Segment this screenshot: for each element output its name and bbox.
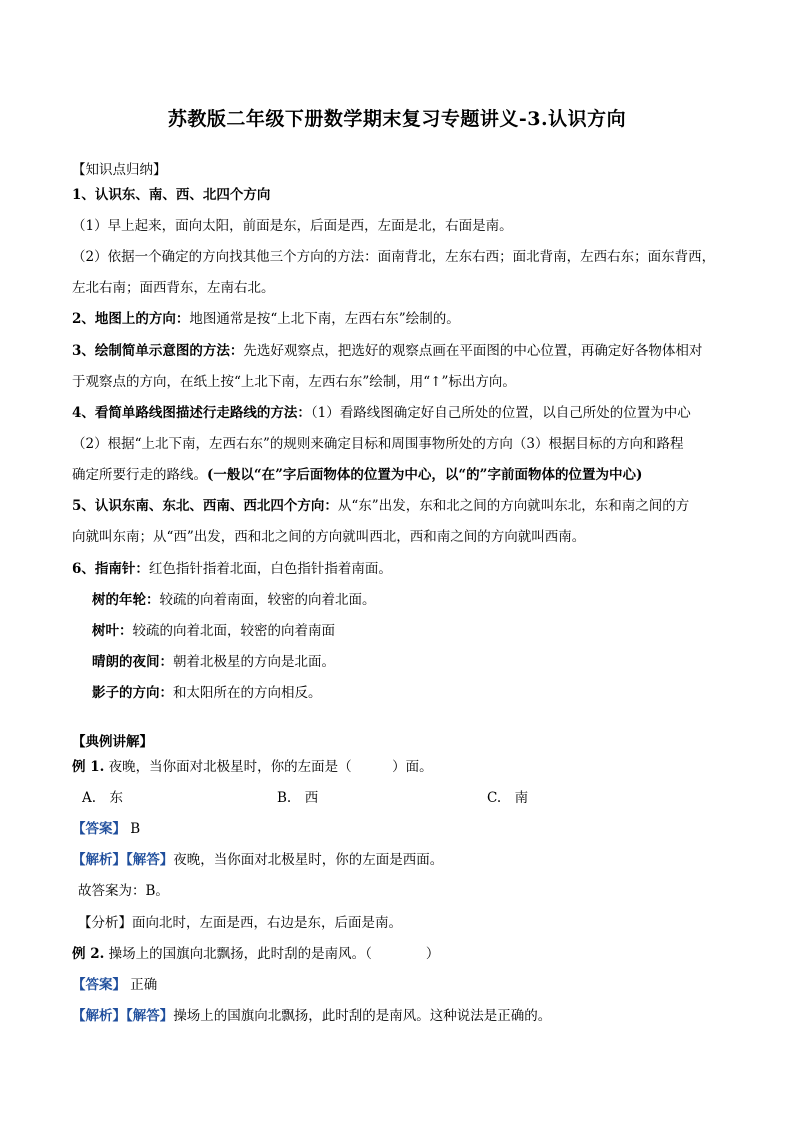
point-1-heading: 1、认识东、南、西、北四个方向 <box>72 187 271 203</box>
page-title: 苏教版二年级下册数学期末复习专题讲义-3.认识方向 <box>167 108 627 130</box>
example-2-analysis <box>72 1006 732 1026</box>
knowledge-heading: 【知识点归纳】 <box>72 162 167 178</box>
point-2-heading: 2、地图上的方向： <box>72 311 190 327</box>
point-5-text1: 从“东”出发，东和北之间的方向就叫东北，东和南之间的方 <box>337 498 690 514</box>
examples-heading: 【典例讲解】 <box>72 734 153 750</box>
example-1-note: 【分析】面向北时，左面是西，右边是东，后面是南。 <box>78 915 402 931</box>
example-1-label: 例 1. <box>72 759 105 775</box>
example-2-answer-value: 正确 <box>130 977 158 993</box>
point-4-heading: 4、看简单路线图描述行走路线的方法： <box>72 405 311 421</box>
example-1-option-c: C. 南 <box>487 790 529 806</box>
point-3-text1: 先选好观察点，把选好的观察点画在平面图的中心位置，再确定好各物体相对 <box>243 343 703 359</box>
point-5-line2: 向就叫东南；从“西”出发，西和北之间的方向就叫西北，西和南之间的方向就叫西南。 <box>72 529 586 545</box>
sub-point-1-text: 较疏的向着南面，较密的向着北面。 <box>159 592 376 608</box>
sub-point-leaves <box>92 621 752 641</box>
sub-point-night <box>92 652 752 672</box>
point-4-line3 <box>72 465 732 485</box>
sub-point-shadow <box>92 683 752 703</box>
example-1-answer-value: B <box>130 821 141 837</box>
point-5-line1 <box>72 496 732 516</box>
example-1-analysis <box>72 850 732 870</box>
answer-tag: 【答案】 <box>72 821 126 837</box>
example-1-answer <box>72 819 732 839</box>
point-5-heading: 5、认识东南、东北、西南、西北四个方向： <box>72 498 338 514</box>
point-4-text1: （1）看路线图确定好自己所处的位置，以自己所处的位置为中心 <box>310 405 691 421</box>
point-6-heading: 6、指南针： <box>72 561 149 577</box>
sub-point-4-text: 和太阳所在的方向相反。 <box>173 685 322 701</box>
example-1-text: 夜晚，当你面对北极星时，你的左面是（ ）面。 <box>108 759 433 775</box>
analysis-tag: 【解析】【解答】 <box>72 852 174 868</box>
example-2-analysis-text: 操场上的国旗向北飘扬，此时刮的是南风。这种说法是正确的。 <box>173 1008 552 1024</box>
sub-point-2-heading: 树叶： <box>92 623 133 639</box>
answer-tag: 【答案】 <box>72 977 126 993</box>
sub-point-4-heading: 影子的方向： <box>92 685 173 701</box>
point-4-line1 <box>72 403 732 423</box>
example-2-question <box>72 944 732 964</box>
point-1-b-line1: （2）依据一个确定的方向找其他三个方向的方法：面南背北，左东右西；面北背南，左西右东；面东背西， <box>72 249 716 265</box>
sub-point-3-heading: 晴朗的夜间： <box>92 654 173 670</box>
point-4-line2: （2）根据“上北下南，左西右东”的规则来确定目标和周围事物所处的方向（3）根据目标的方向和路程 <box>72 436 684 452</box>
analysis-tag: 【解析】【解答】 <box>72 1008 174 1024</box>
point-3-line1 <box>72 341 732 361</box>
example-1-option-b: B. 西 <box>277 790 319 806</box>
sub-point-tree-rings <box>92 590 752 610</box>
point-3-heading: 3、绘制简单示意图的方法： <box>72 343 244 359</box>
example-1-final: 故答案为：B。 <box>78 883 169 899</box>
example-1-question <box>72 757 732 777</box>
example-1-analysis-text: 夜晚，当你面对北极星时，你的左面是西面。 <box>173 852 444 868</box>
example-2-text: 操场上的国旗向北飘扬，此时刮的是南风。（ ） <box>108 946 440 962</box>
example-1-option-a: A. 东 <box>82 790 124 806</box>
sub-point-1-heading: 树的年轮： <box>92 592 160 608</box>
point-1-a: （1）早上起来，面向太阳，前面是东，后面是西，左面是北，右面是南。 <box>72 218 513 234</box>
point-1-b-line2: 左北右南；面西背东，左南右北。 <box>72 280 275 296</box>
point-6 <box>72 559 732 579</box>
point-6-text: 红色指针指着北面，白色指针指着南面。 <box>148 561 392 577</box>
sub-point-3-text: 朝着北极星的方向是北面。 <box>173 654 335 670</box>
example-2-label: 例 2. <box>72 946 105 962</box>
point-4-text3b: (一般以“在”字后面物体的位置为中心，以“的”字前面物体的位置为中心) <box>207 467 643 483</box>
point-3-line2: 于观察点的方向，在纸上按“上北下南，左西右东”绘制，用“↑”标出方向。 <box>72 374 516 390</box>
point-4-text3a: 确定所要行走的路线。 <box>72 467 207 483</box>
point-2-text: 地图通常是按“上北下南，左西右东”绘制的。 <box>189 311 460 327</box>
point-2 <box>72 309 732 329</box>
example-2-answer <box>72 975 732 995</box>
sub-point-2-text: 较疏的向着北面，较密的向着南面 <box>132 623 335 639</box>
